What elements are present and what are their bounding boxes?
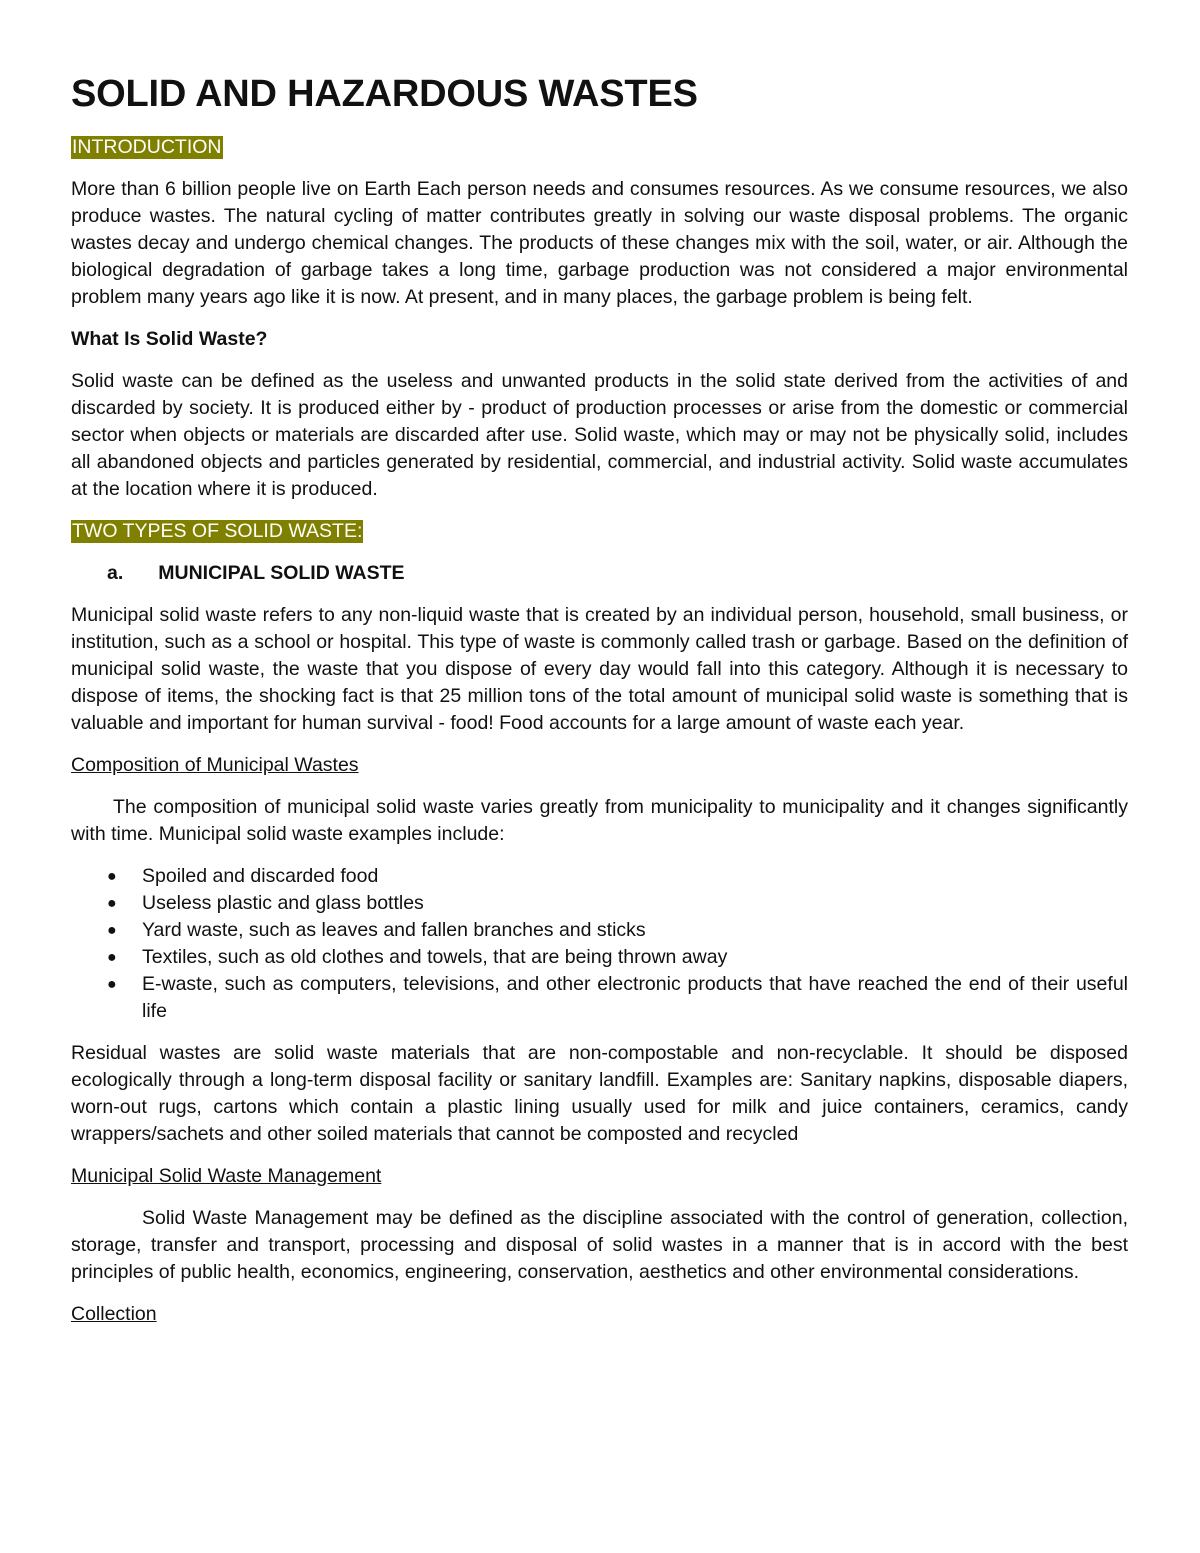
document-title: SOLID AND HAZARDOUS WASTES <box>71 73 698 115</box>
composition-paragraph: The composition of municipal solid waste varies greatly from municipality to municipality and it changes significantly with time. Municipal solid waste examples include: <box>71 796 1128 845</box>
introduction-label: INTRODUCTION <box>72 136 222 158</box>
types-list <box>71 560 1128 587</box>
management-paragraph: Solid Waste Management may be defined as the discipline associated with the control of generation, collection, storage, transfer and transport, processing and disposal of solid wastes in a manner that is in accord with the best principles of public health, economics, engineering, conservation, aesthetics and other environmental considerations. <box>71 1207 1128 1283</box>
bullet-icon: ● <box>107 922 117 939</box>
list-item-municipal <box>71 560 1128 587</box>
bullet-icon: ● <box>107 868 117 885</box>
types-label-row <box>71 518 1128 545</box>
list-marker: a. <box>107 562 124 584</box>
municipal-solid-waste-heading: MUNICIPAL SOLID WASTE <box>158 562 405 584</box>
municipal-paragraph: Municipal solid waste refers to any non-liquid waste that is created by an individual person, household, small business, or institution, such as a school or hospital. This type of waste is commonly called trash or garbage. Based on the definition of municipal solid waste, the waste that you dispose of every day would fall into this category. Although it is necessary to dispose of items, the shocking fact is that 25 million tons of the total amount of municipal solid waste is something that is valuable and important for human survival - food! Food accounts for a large amount of waste each year. <box>71 604 1128 734</box>
list-item <box>71 971 1128 1025</box>
collection-heading: Collection <box>71 1303 157 1325</box>
list-item <box>71 890 1128 917</box>
list-item-text: E-waste, such as computers, televisions, and other electronic products that have reached the end of their useful life <box>142 973 1128 1022</box>
bullet-icon: ● <box>107 976 117 993</box>
residual-wastes-paragraph: Residual wastes are solid waste materials that are non-compostable and non-recyclable. It should be disposed ecologically through a long-term disposal facility or sanitary landfill. Examples are: Sanitary napkins, disposable diapers, worn-out rugs, cartons which contain a plastic lining usually used for milk and juice containers, ceramics, candy wrappers/sachets and other soiled materials that cannot be composted and recycled <box>71 1042 1128 1145</box>
introduction-label-row <box>71 134 1128 161</box>
what-is-solid-waste-paragraph: Solid waste can be defined as the useless and unwanted products in the solid state derived from the activities of and discarded by society. It is produced either by - product of production processes or arise from the domestic or commercial sector when objects or materials are discarded after use. Solid waste, which may or may not be physically solid, includes all abandoned objects and particles generated by residential, commercial, and industrial activity. Solid waste accumulates at the location where it is produced. <box>71 370 1128 500</box>
list-item-text: Yard waste, such as leaves and fallen branches and sticks <box>142 919 646 941</box>
list-item-text: Spoiled and discarded food <box>142 865 379 887</box>
list-item <box>71 917 1128 944</box>
bullet-icon: ● <box>107 949 117 966</box>
list-item <box>71 863 1128 890</box>
introduction-paragraph: More than 6 billion people live on Earth Each person needs and consumes resources. As we consume resources, we also produce wastes. The natural cycling of matter contributes greatly in solving our waste disposal problems. The organic wastes decay and undergo chemical changes. The products of these changes mix with the soil, water, or air. Although the biological degradation of garbage takes a long time, garbage production was not considered a major environmental problem many years ago like it is now. At present, and in many places, the garbage problem is being felt. <box>71 178 1128 308</box>
types-label: TWO TYPES OF SOLID WASTE: <box>72 520 363 542</box>
what-is-solid-waste-heading: What Is Solid Waste? <box>71 328 268 350</box>
list-item <box>71 944 1128 971</box>
bullet-icon: ● <box>107 895 117 912</box>
list-item-text: Textiles, such as old clothes and towels, that are being thrown away <box>142 946 728 968</box>
management-heading: Municipal Solid Waste Management <box>71 1165 382 1187</box>
composition-heading: Composition of Municipal Wastes <box>71 754 359 776</box>
document-page <box>71 72 1128 1343</box>
examples-list <box>71 863 1128 1025</box>
list-item-text: Useless plastic and glass bottles <box>142 892 424 914</box>
